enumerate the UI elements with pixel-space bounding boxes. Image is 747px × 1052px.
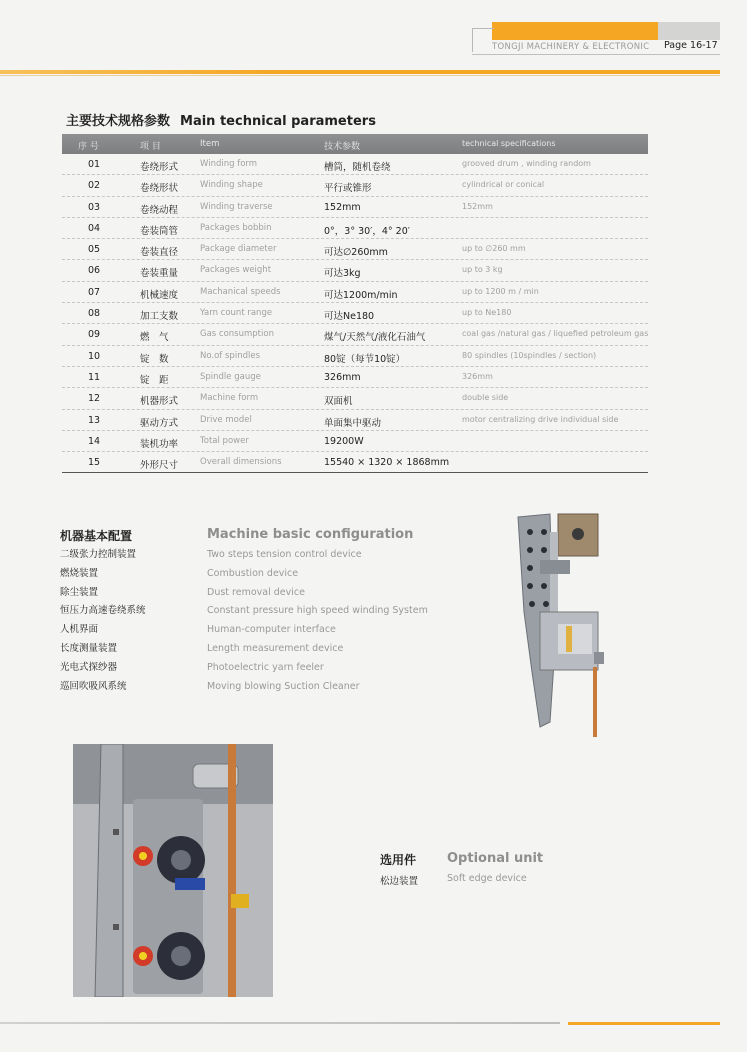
row-spec: double side [462, 393, 509, 403]
optional-title-cn: 选用件 [380, 853, 417, 867]
row-item-en: Gas consumption [200, 329, 274, 340]
config-item-cn: 二级张力控制装置 [60, 549, 137, 560]
row-value: 槽筒，随机卷绕 [324, 162, 391, 173]
header-cn: 项 目 [140, 142, 161, 152]
table-row [62, 239, 648, 260]
params-title [66, 110, 376, 129]
table-header [62, 134, 648, 154]
header-bracket [472, 28, 494, 52]
row-value: 煤气/天然气/液化石油气 [324, 332, 426, 344]
footer-orange-line [568, 1022, 720, 1025]
row-item-en: Spindle gauge [200, 371, 261, 382]
header-en: Item [200, 139, 220, 149]
config-item-en: Human-computer interface [207, 624, 336, 636]
row-value: 80锭（每节10锭） [324, 353, 406, 365]
row-item-en: Package diameter [200, 244, 277, 255]
row-item-cn: 卷装重量 [140, 268, 179, 280]
table-body [62, 154, 648, 473]
config-item-en: Constant pressure high speed winding System [207, 605, 428, 617]
row-number: 12 [88, 393, 101, 405]
footer-gray-line [0, 1022, 560, 1024]
row-item-cn: 卷绕形状 [140, 183, 179, 195]
row-spec: up to Ne180 [462, 308, 512, 318]
row-number: 06 [88, 265, 101, 277]
table-row [62, 303, 648, 324]
row-number: 09 [88, 329, 101, 341]
row-item-en: Machine form [200, 393, 259, 404]
row-item-en: Total power [200, 435, 249, 446]
spec-table [62, 134, 648, 473]
row-spec: up to 1200 m / min [462, 286, 539, 296]
config-item-en: Dust removal device [207, 586, 305, 598]
row-value: 15540 × 1320 × 1868mm [324, 457, 450, 469]
table-row [62, 154, 648, 175]
config-list-en [207, 547, 428, 697]
table-row [62, 282, 648, 303]
row-number: 10 [88, 350, 101, 362]
table-row [62, 367, 648, 388]
row-item-en: Winding form [200, 159, 258, 169]
row-item-cn: 卷装筒管 [140, 225, 179, 237]
header-gray-bar [658, 22, 720, 40]
row-item-cn: 外形尺寸 [140, 460, 179, 472]
row-spec: motor centralizing drive individual side [462, 414, 619, 424]
row-item-en: Winding traverse [200, 201, 273, 212]
row-item-en: Packages bobbin [200, 222, 272, 233]
optional-title-en: Optional unit [447, 851, 544, 866]
config-item-en: Moving blowing Suction Cleaner [207, 680, 360, 692]
config-item-cn: 恒压力高速卷绕系统 [60, 605, 146, 617]
header-divider [0, 70, 720, 74]
row-item-cn: 锭 数 [140, 353, 169, 365]
page-number: Page 16-17 [664, 40, 718, 51]
row-value: 可达3kg [324, 268, 361, 280]
row-value: 152mm [324, 201, 361, 213]
table-row [62, 324, 648, 345]
config-item-en: Length measurement device [207, 642, 344, 654]
row-spec: coal gas /natural gas / liquefied petroleum gas [462, 329, 649, 339]
header-orange-bar [492, 22, 658, 40]
row-value: 可达Ne180 [324, 311, 375, 323]
company-name: TONGJI MACHINERY & ELECTRONIC [492, 42, 650, 52]
row-item-cn: 装机功率 [140, 438, 179, 450]
table-row [62, 410, 648, 431]
row-item-en: Machanical speeds [200, 286, 281, 297]
config-item-en: Combustion device [207, 567, 299, 579]
header-val: 技术参数 [324, 142, 361, 152]
row-value: 双面机 [324, 396, 353, 408]
header-rule [472, 54, 720, 55]
row-item-cn: 锭 距 [140, 374, 169, 386]
row-number: 02 [88, 180, 101, 192]
config-item-cn: 燃烧装置 [60, 567, 99, 579]
row-spec: 152mm [462, 201, 493, 211]
row-item-cn: 驱动方式 [140, 417, 179, 429]
config-title-cn: 机器基本配置 [60, 529, 133, 543]
row-value: 0°，3° 30′，4° 20′ [324, 225, 410, 237]
row-spec: cylindrical or conical [462, 180, 545, 190]
row-number: 04 [88, 222, 101, 234]
table-row [62, 218, 648, 239]
row-number: 05 [88, 244, 101, 256]
row-item-cn: 燃 气 [140, 332, 169, 344]
row-spec: up to 3 kg [462, 265, 503, 275]
table-row [62, 452, 648, 473]
header-divider-shadow [0, 75, 720, 76]
row-number: 15 [88, 457, 101, 469]
config-item-en: Two steps tension control device [207, 549, 362, 560]
row-spec: 80 spindles (10spindles / section) [462, 350, 597, 360]
row-value: 可达1200m/min [324, 289, 398, 301]
config-item-cn: 人机界面 [60, 624, 99, 636]
header-no: 序 号 [78, 142, 99, 152]
row-value: 19200W [324, 435, 364, 447]
row-item-cn: 卷绕动程 [140, 204, 179, 216]
row-number: 01 [88, 159, 101, 170]
row-number: 13 [88, 414, 101, 426]
row-number: 11 [88, 371, 101, 383]
config-list-cn [60, 547, 146, 697]
table-row [62, 260, 648, 281]
optional-item-cn: 松边装置 [380, 876, 419, 887]
row-number: 08 [88, 308, 101, 320]
config-item-en: Photoelectric yarn feeler [207, 661, 324, 673]
optional-item-en: Soft edge device [447, 873, 527, 884]
device-photo-top [510, 512, 610, 737]
row-number: 14 [88, 435, 101, 447]
row-item-cn: 加工支数 [140, 311, 179, 323]
row-item-en: Winding shape [200, 180, 263, 191]
row-value: 326mm [324, 371, 361, 383]
row-value: 平行或锥形 [324, 183, 372, 195]
config-item-cn: 光电式探纱器 [60, 661, 118, 673]
row-value: 可达∅260mm [324, 247, 388, 259]
header-spec: technical specifications [462, 139, 556, 148]
row-item-cn: 卷装直径 [140, 247, 179, 259]
config-item-cn: 除尘装置 [60, 586, 99, 598]
device-photo-bottom [73, 744, 273, 997]
row-item-cn: 卷绕形式 [140, 162, 179, 173]
row-item-cn: 机械速度 [140, 289, 179, 301]
params-title-en: Main technical parameters [180, 114, 376, 129]
config-item-cn: 长度测量装置 [60, 642, 118, 654]
config-title-en: Machine basic configuration [207, 527, 414, 542]
row-item-cn: 机器形式 [140, 396, 179, 408]
config-item-cn: 巡回吹吸风系统 [60, 680, 127, 692]
row-item-en: Packages weight [200, 265, 272, 276]
row-item-en: Overall dimensions [200, 457, 282, 468]
row-spec: 326mm [462, 371, 493, 381]
row-spec: grooved drum , winding random [462, 159, 591, 168]
table-row [62, 431, 648, 452]
params-title-cn: 主要技术规格参数 [66, 114, 171, 129]
row-item-en: Yarn count range [200, 308, 273, 319]
row-spec: up to ∅260 mm [462, 244, 526, 254]
row-number: 07 [88, 286, 101, 298]
row-item-en: No.of spindles [200, 350, 260, 361]
table-row [62, 197, 648, 218]
table-row [62, 388, 648, 409]
row-item-en: Drive model [200, 414, 252, 425]
table-row [62, 175, 648, 196]
table-row [62, 346, 648, 367]
row-number: 03 [88, 201, 101, 213]
row-value: 单面集中驱动 [324, 417, 382, 429]
